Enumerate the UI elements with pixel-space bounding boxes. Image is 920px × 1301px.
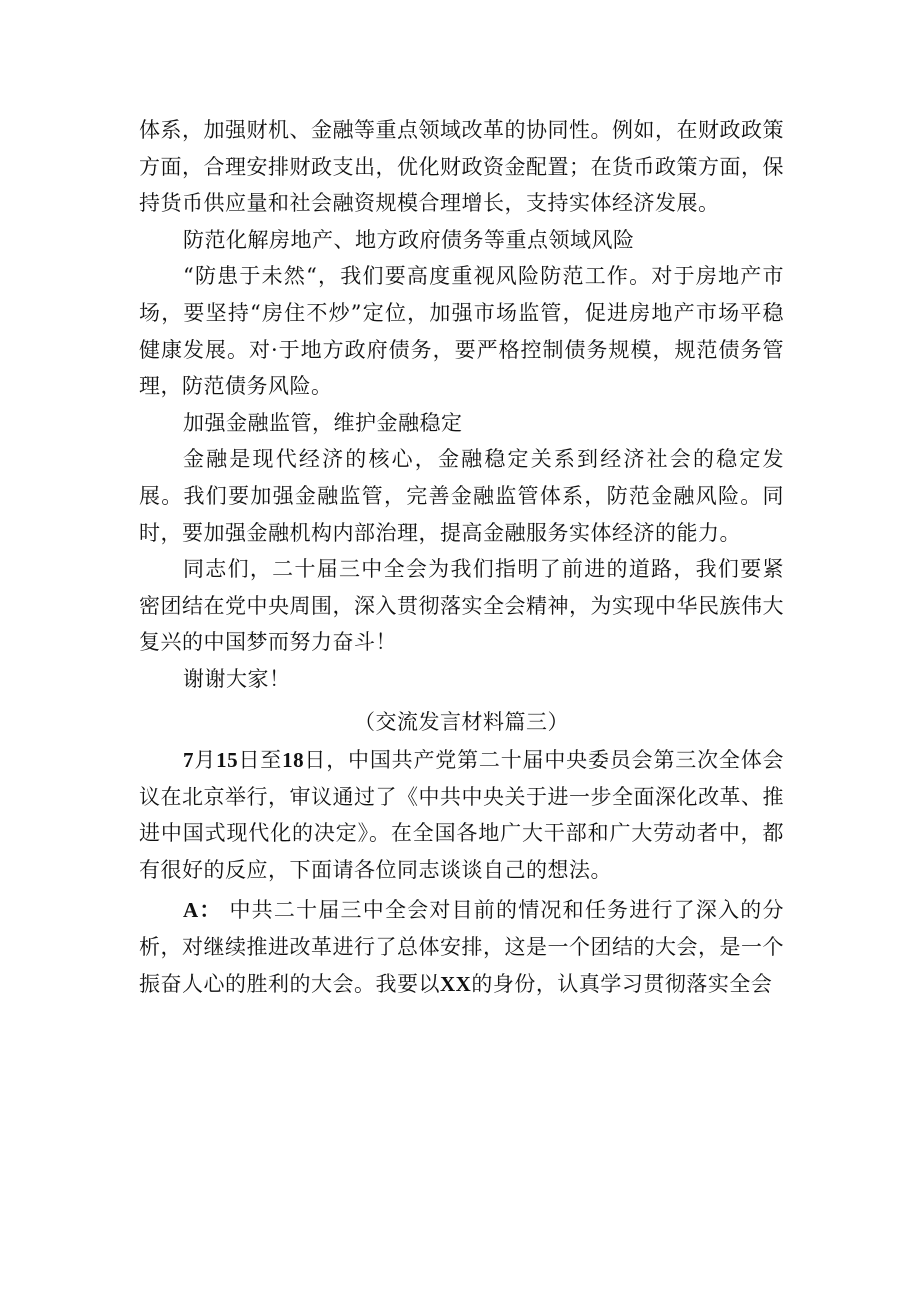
intro-text-rest: 日，中国共产党第二十届中央委员会第三次全体会议在北京举行，审议通过了《中共中央关于进一步全面深化改革、推进中国式现代化的决定》。在全国各地广大干部和广大劳动者中，都有很好的反应，下面请各位同志谈谈自己的想法。 [139,748,785,882]
paragraph-financial-supervision: 金融是现代经济的核心，金融稳定关系到经济社会的稳定发展。我们要加强金融监管，完善金融监管体系，防范金融风险。同时，要加强金融机构内部治理，提高金融服务实体经济的能力。 [139,447,784,545]
intro-day-end: 18 [282,748,305,773]
answer-identity: XX [440,971,472,996]
answer-text-end: 的身份，认真学习贯彻落实全会 [471,971,773,996]
section-title: （交流发言材料篇三） [354,709,569,734]
paragraph-answer [139,892,784,1002]
intro-month: 7 [183,748,194,773]
intro-text-to: 日至 [238,748,283,773]
paragraph-risk-prevention: “防患于未然“，我们要高度重视风险防范工作。对于房地产市场，要坚持“房住不炒”定位，加强市场监管，促进房地产市场平稳健康发展。对·于地方政府债务，要严格控制债务规模，规范债务管理，防范债务风险。 [139,264,784,399]
document-body [139,112,784,1002]
intro-day-start: 15 [216,748,239,773]
answer-label: A： [183,898,222,923]
answer-text-start: 中共二十届三中全会对目前的情况和任务进行了深入的分析，对继续推进改革进行了总体安排，这是一个团结的大会，是一个振奋人心的胜利的大会。我要以 [139,898,784,996]
heading-risk-prevention: 防范化解房地产、地方政府债务等重点领域风险 [183,227,635,252]
paragraph-thanks: 谢谢大家！ [183,666,291,691]
paragraph-closing: 同志们，二十届三中全会为我们指明了前进的道路，我们要紧密团结在党中央周围，深入贯彻落实全会精神，为实现中华民族伟大复兴的中国梦而努力奋斗！ [139,557,784,655]
heading-financial-supervision: 加强金融监管，维护金融稳定 [183,410,463,435]
paragraph-fiscal-coordination: 体系，加强财机、金融等重点领域改革的协同性。例如，在财政政策方面，合理安排财政支出，优化财政资金配置；在货币政策方面，保持货币供应量和社会融资规模合理增长，支持实体经济发展。 [139,118,784,216]
paragraph-intro [139,742,784,888]
intro-text-month: 月 [194,748,217,773]
